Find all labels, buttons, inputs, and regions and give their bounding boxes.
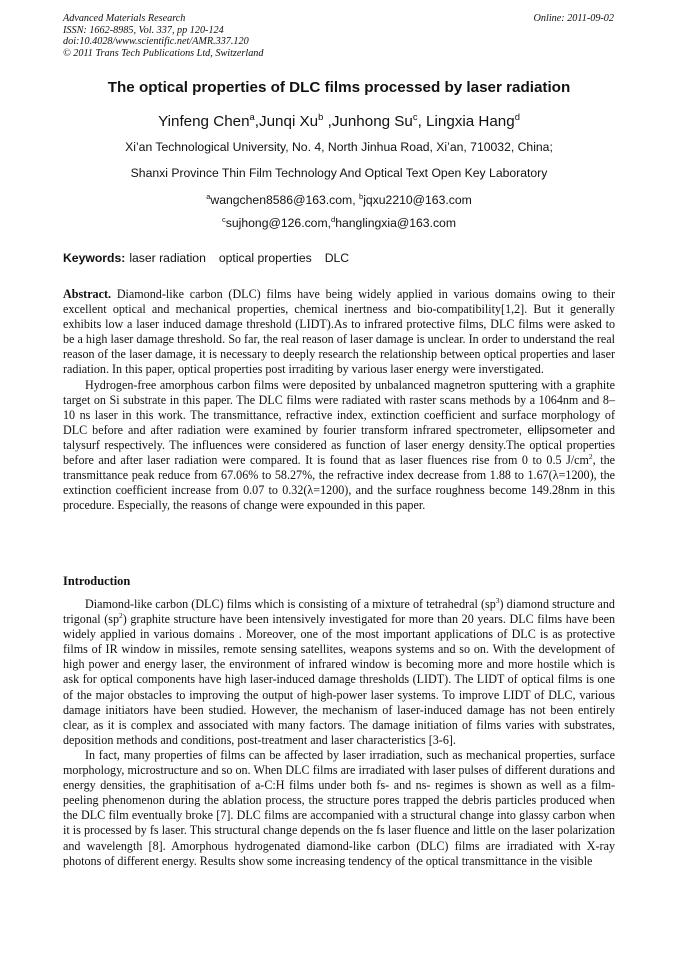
author-sup: d: [514, 110, 520, 122]
email-address[interactable]: jqxu2210@163.com: [363, 193, 472, 207]
author-list: [0, 110, 678, 130]
keyword: DLC: [324, 251, 350, 265]
issn: ISSN: 1662-8985, Vol. 337, pp 120-124: [63, 24, 224, 36]
doi: doi:10.4028/www.scientific.net/AMR.337.120: [63, 36, 249, 48]
intro-text: Diamond-like carbon (DLC) films which is consisting of a mixture of tetrahedral (sp: [85, 597, 496, 611]
email-address[interactable]: hanglingxia@163.com: [335, 216, 456, 230]
intro-paragraph-2: In fact, many properties of films can be affected by laser irradiation, such as mechanical properties, surface morphology, microstructure and so on. When DLC films are irradiated with laser pulses of different durations and energy densities, the graphitisation of a-C:H films under both fs- and ns- regimes is shown as well as a film-peeling phenomenon during the ablation process, the structure pores trapped the debris particles produced when the DLC film eventually broke [7]. DLC films are accompanied with a structural change into glassy carbon when it is processed by fs laser. This structural change depends on the fs laser fluence and little on the laser polarization and wavelength [8]. Amorphous hydrogenated diamond-like carbon (DLC) films are irradiated with X-ray photons of different energy. Results show some increasing tendency of the optical transmittance in the visible: [63, 747, 615, 868]
author-sep: ,: [323, 113, 332, 130]
abstract-text: , ellipsometer: [518, 422, 593, 437]
abstract: [63, 287, 615, 513]
email-sup: a: [206, 191, 211, 201]
author-sup: a: [249, 110, 255, 122]
introduction-heading: Introduction: [63, 574, 131, 588]
author-sep: ,: [417, 113, 427, 130]
email-address[interactable]: sujhong@126.com,: [225, 216, 331, 230]
author-name: Lingxia Hang: [426, 113, 515, 130]
journal-header: [63, 13, 263, 59]
online-date: Online: 2011-09-02: [533, 13, 614, 24]
journal-name: Advanced Materials Research: [63, 13, 186, 24]
abstract-text: , the transmittance peak reduce from 67.06% to 58.27%, the refractive index decrease from 1.88 to 1.67(λ=1200), the extinction coefficient increase from 0.07 to 0.32(λ=1200), and the surface roughness become 149.28nm in this procedure. Especially, the reasons of change were expounded in this paper.: [63, 453, 615, 513]
author-sep: ,: [254, 113, 260, 130]
email-sup: b: [358, 191, 364, 201]
author-sup: c: [412, 110, 418, 122]
affiliation-1: Xi’an Technological University, No. 4, North Jinhua Road, Xi’an, 710032, China;: [125, 140, 553, 154]
abstract-paragraph-2: [63, 378, 615, 514]
author-name: Junhong Su: [331, 113, 413, 130]
affiliation-2: Shanxi Province Thin Film Technology And Optical Text Open Key Laboratory: [130, 166, 548, 180]
introduction-body: [63, 597, 615, 869]
superscript: 2: [119, 611, 123, 621]
abstract-text: Diamond-like carbon (DLC) films have being widely applied in various domains owing to their excellent optical and mechanical properties, chemical inertness and bio-compatibility[1,2]. But it generally exhibits low a laser induced damage threshold (LIDT).As to infrared protective films, DLC films were asked to be a high laser damage threshold. So far, the real reason of laser damage is unclear. In order to understand the real reason of the laser damage, it is necessary to deeply research the relationship between optical properties and laser radiation. In this paper, optical properties post irraditing by various laser energy were inverstigated.: [63, 287, 615, 377]
abstract-text: Hydrogen-free amorphous carbon films were deposited by unbalanced magnetron sputtering with a graphite target on Si substrate in this paper. The DLC films were radiated with raster scans methods by a 1064nm and 8–10 ns laser in this work. The transmittance, refractive index, extinction coefficient and surface morphology of DLC before and after radiation were examined by fourier transform infrared spectrometer: [63, 377, 615, 437]
intro-paragraph-1: [63, 597, 615, 748]
unit-superscript: 2: [588, 452, 593, 461]
intro-text: ) diamond structure and trigonal (sp: [63, 597, 615, 627]
email-line-1: [0, 193, 678, 207]
email-sup: c: [222, 214, 226, 224]
author-sup: b: [318, 110, 324, 122]
email-line-2: [0, 216, 678, 230]
copyright: © 2011 Trans Tech Publications Ltd, Switzerland: [63, 47, 264, 59]
email-address[interactable]: wangchen8586@163.com,: [210, 193, 359, 207]
intro-text: ) graphite structure have been intensively investigated for more than 20 years. DLC films have been widely applied in various domains . Moreover, one of the most important applications of DLC is as protective films of IR window in missiles, remote sensing satellites, weapons systems and so on. With the development of high power and energy laser, the environment of infrared window is becoming more and more hostile which is ask for optical components have high laser-induced damage thresholds (LIDT). The LIDT of optical films is one of the major obstacles to improving the output of high-power laser systems. To improve LIDT of DLC, various damage initiators have been studied. However, the mechanism of laser-induced damage has not been entirely clear, as it is complex and associated with many factors. The damage initiation of films varies with substrates, deposition methods and conditions, post-treatment and laser characteristics [3-6].: [63, 612, 615, 747]
abstract-label: Abstract.: [63, 287, 112, 301]
keyword: laser radiation: [129, 251, 206, 265]
email-sup: d: [331, 214, 336, 224]
abstract-text: and talysurf respectively. The influences were considered as function of laser energy density.The optical properties before and after laser radiation were compared. It is found that as laser fluences rise from 0 to 0.5 J/cm: [63, 422, 615, 468]
author-name: Junqi Xu: [259, 113, 319, 130]
superscript: 3: [495, 595, 500, 605]
author-name: Yinfeng Chen: [158, 113, 250, 130]
abstract-paragraph-1: [63, 287, 615, 378]
keywords: [63, 251, 358, 265]
keyword: optical properties: [218, 251, 312, 265]
paper-title: The optical properties of DLC films processed by laser radiation: [107, 79, 571, 96]
keywords-label: Keywords:: [63, 251, 126, 265]
